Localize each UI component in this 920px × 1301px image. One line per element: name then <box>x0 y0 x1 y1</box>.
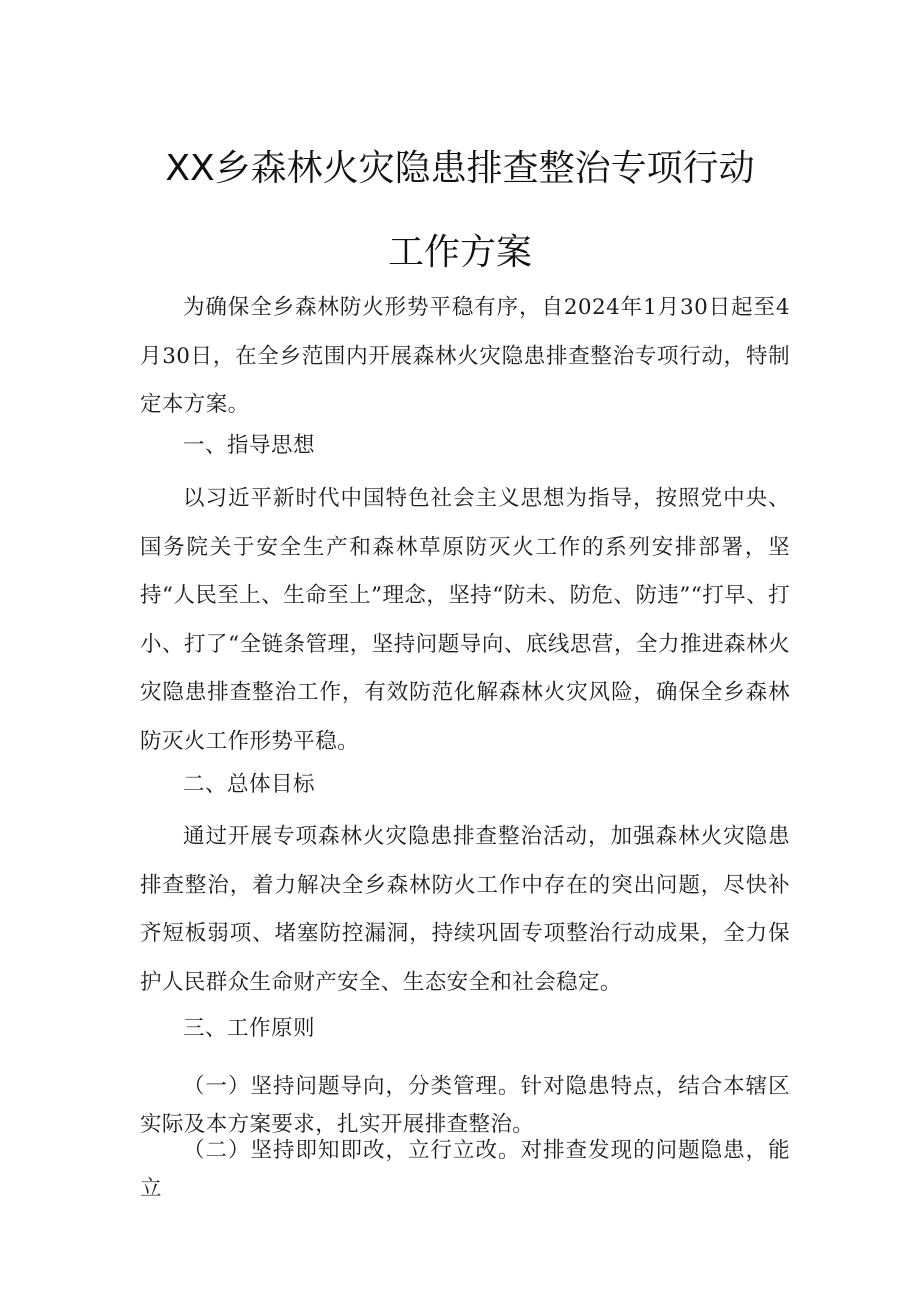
section-heading-work-principles: 三、工作原则 <box>183 1016 316 1041</box>
document-title-line-2: 工作方案 <box>387 232 532 273</box>
intro-paragraph: 为确保全乡森林防火形势平稳有序，自2024年1月30日起至4月30日，在全乡范围内开展森林火灾隐患排查整治专项行动，特制定本方案。 <box>140 295 790 417</box>
document-title-line-1: XX乡森林火灾隐患排查整治专项行动 <box>165 148 755 189</box>
section-body-guiding-ideology: 以习近平新时代中国特色社会主义思想为指导，按照党中央、国务院关于安全生产和森林草原防灭火工作的系列安排部署，坚持“人民至上、生命至上”理念，坚持“防未、防危、防违”“打早、打小、打了“全链条管理，坚持问题导向、底线思营，全力推进森林火灾隐患排查整治工作，有效防范化解森林火灾风险，确保全乡森林防灭火工作形势平稳。 <box>140 486 790 754</box>
section-heading-overall-goal: 二、总体目标 <box>183 772 316 797</box>
section-body-overall-goal: 通过开展专项森林火灾隐患排查整治活动，加强森林火灾隐患排查整治，着力解决全乡森林防火工作中存在的突出问题，尽快补齐短板弱项、堵塞防控漏洞，持续巩固专项整治行动成果，全力保护人民群众生命财产安全、生态安全和社会稳定。 <box>140 824 790 995</box>
principle-item-2: （二）坚持即知即改，立行立改。对排查发现的问题隐患，能立 <box>140 1138 790 1201</box>
section-heading-guiding-ideology: 一、指导思想 <box>183 433 316 458</box>
principle-item-1: （一）坚持问题导向，分类管理。针对隐患特点，结合本辖区实际及本方案要求，扎实开展排查整治。 <box>140 1074 790 1137</box>
